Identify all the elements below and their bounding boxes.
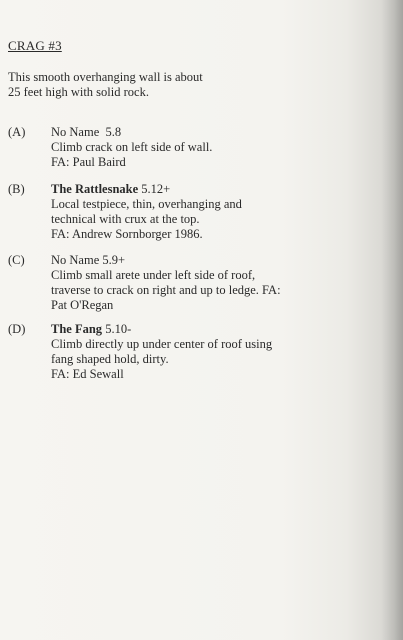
route-name-line [51,322,281,337]
route-name-line [51,125,281,140]
route-name-line [51,253,281,268]
route-body [51,253,281,313]
route-letter: (D) [8,322,26,336]
route-description: Climb crack on left side of wall. [51,140,213,154]
route-name: No Name [51,253,100,267]
route-letter: (C) [8,253,25,267]
route-name-line [51,182,281,197]
route-grade: 5.10- [105,322,132,336]
route-description: Local testpiece, thin, overhanging and technical with crux at the top. [51,197,242,226]
route-description: Climb directly up under center of roof using fang shaped hold, dirty. [51,337,273,366]
page-edge-shadow [381,0,403,640]
route-body [51,125,281,170]
crag-title: CRAG #3 [8,38,62,53]
route-grade: 5.8 [105,125,122,139]
route-first-ascent: FA: Paul Baird [51,155,126,169]
route-letter: (B) [8,182,25,196]
route-name: The Fang [51,322,103,336]
route-grade: 5.12+ [141,182,171,196]
route-name: The Rattlesnake [51,182,139,196]
route-body [51,322,281,382]
route-first-ascent: FA: Ed Sewall [51,367,124,381]
route-grade: 5.9+ [102,253,126,267]
route-first-ascent: FA: Andrew Sornborger 1986. [51,227,203,241]
route-description: Climb small arete under left side of roof, traverse to crack on right and up to ledge. FA: Pat O'Regan [51,268,281,312]
crag-intro: This smooth overhanging wall is about 25 feet high with solid rock. [8,70,203,99]
route-letter: (A) [8,125,26,139]
route-body [51,182,281,242]
route-name: No Name [51,125,100,139]
